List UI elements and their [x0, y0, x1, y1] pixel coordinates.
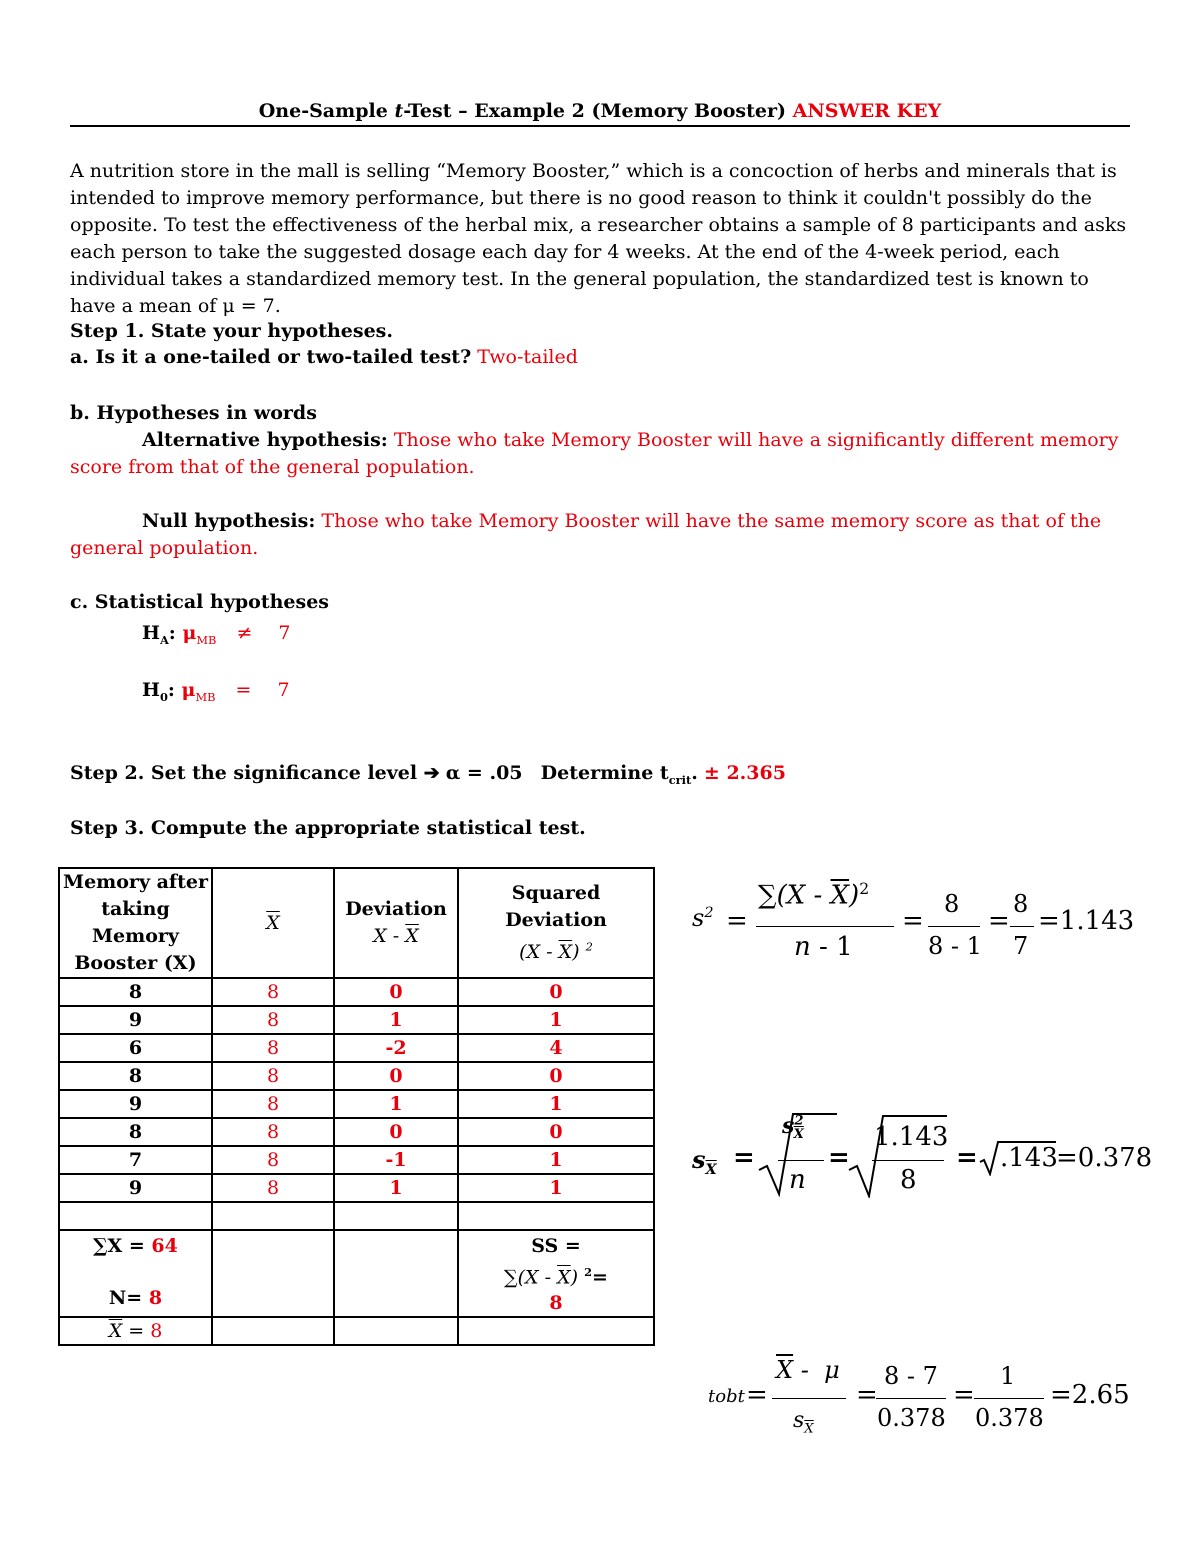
header-mean: $\overline{X}$: [212, 868, 334, 978]
mean-cell: $\overline{X} = 8$: [59, 1317, 212, 1345]
table-row: 7 8 -1 1: [59, 1146, 654, 1174]
table-row: 9 8 1 1: [59, 1090, 654, 1118]
step1-heading: Step 1. State your hypotheses.: [70, 320, 393, 342]
ha-statement: $H_A$: $\mu_{MB} \ne 7$: [142, 622, 291, 647]
table-row: 8 8 0 0: [59, 1118, 654, 1146]
h0-statement: $H_0$: $\mu_{MB} = 7$: [142, 679, 290, 704]
sum-cell: ∑X = 64 N= 8: [59, 1230, 212, 1317]
header-deviation: Deviation X - $\overline{X}$: [334, 868, 458, 978]
step1-b-heading: b. Hypotheses in words: [70, 402, 317, 424]
table-row: 9 8 1 1: [59, 1006, 654, 1034]
ss-cell: SS = $\sum(X - \overline{X})$ $^2$= 8: [458, 1230, 654, 1317]
step3-heading: Step 3. Compute the appropriate statistical test.: [70, 817, 586, 839]
step1-c-heading: c. Statistical hypotheses: [70, 591, 329, 613]
step2: Step 2. Set the significance level ➔ α = .05 Determine $t_{crit}$. ± 2.365: [70, 762, 786, 787]
header-memory: Memory after taking Memory Booster (X): [59, 868, 212, 978]
table-row: 8 8 0 0: [59, 978, 654, 1006]
step1-a: a. Is it a one-tailed or two-tailed test? Two-tailed: [70, 346, 578, 368]
table-row: 8 8 0 0: [59, 1062, 654, 1090]
table-row: 6 8 -2 4: [59, 1034, 654, 1062]
table-row: 9 8 1 1: [59, 1174, 654, 1202]
arrow-right-icon: ➔: [423, 762, 440, 784]
header-squared-deviation: Squared Deviation $(X - \overline{X})$ $^2$: [458, 868, 654, 978]
alt-hypothesis: Alternative hypothesis: Those who take Memory Booster will have a significantly different memory score from that of the general population.: [70, 429, 1119, 478]
data-table: [58, 867, 655, 1346]
null-hypothesis: Null hypothesis: Those who take Memory Booster will have the same memory score as that of the general population.: [70, 510, 1102, 559]
intro-paragraph: A nutrition store in the mall is selling “Memory Booster,” which is a concoction of herbs and minerals that is intended to improve memory performance, but there is no good reason to think it couldn't possibly do the opposite. To test the effectiveness of the herbal mix, a researcher obtains a sample of 8 participants and asks each person to take the suggested dosage each day for 4 weeks. At the end of the 4-week period, each individual takes a standardized memory test. In the general population, the standardized test is known to have a mean of μ = 7.: [70, 160, 1127, 317]
page-title: One-Sample t-Test – Example 2 (Memory Booster) ANSWER KEY: [70, 100, 1130, 127]
